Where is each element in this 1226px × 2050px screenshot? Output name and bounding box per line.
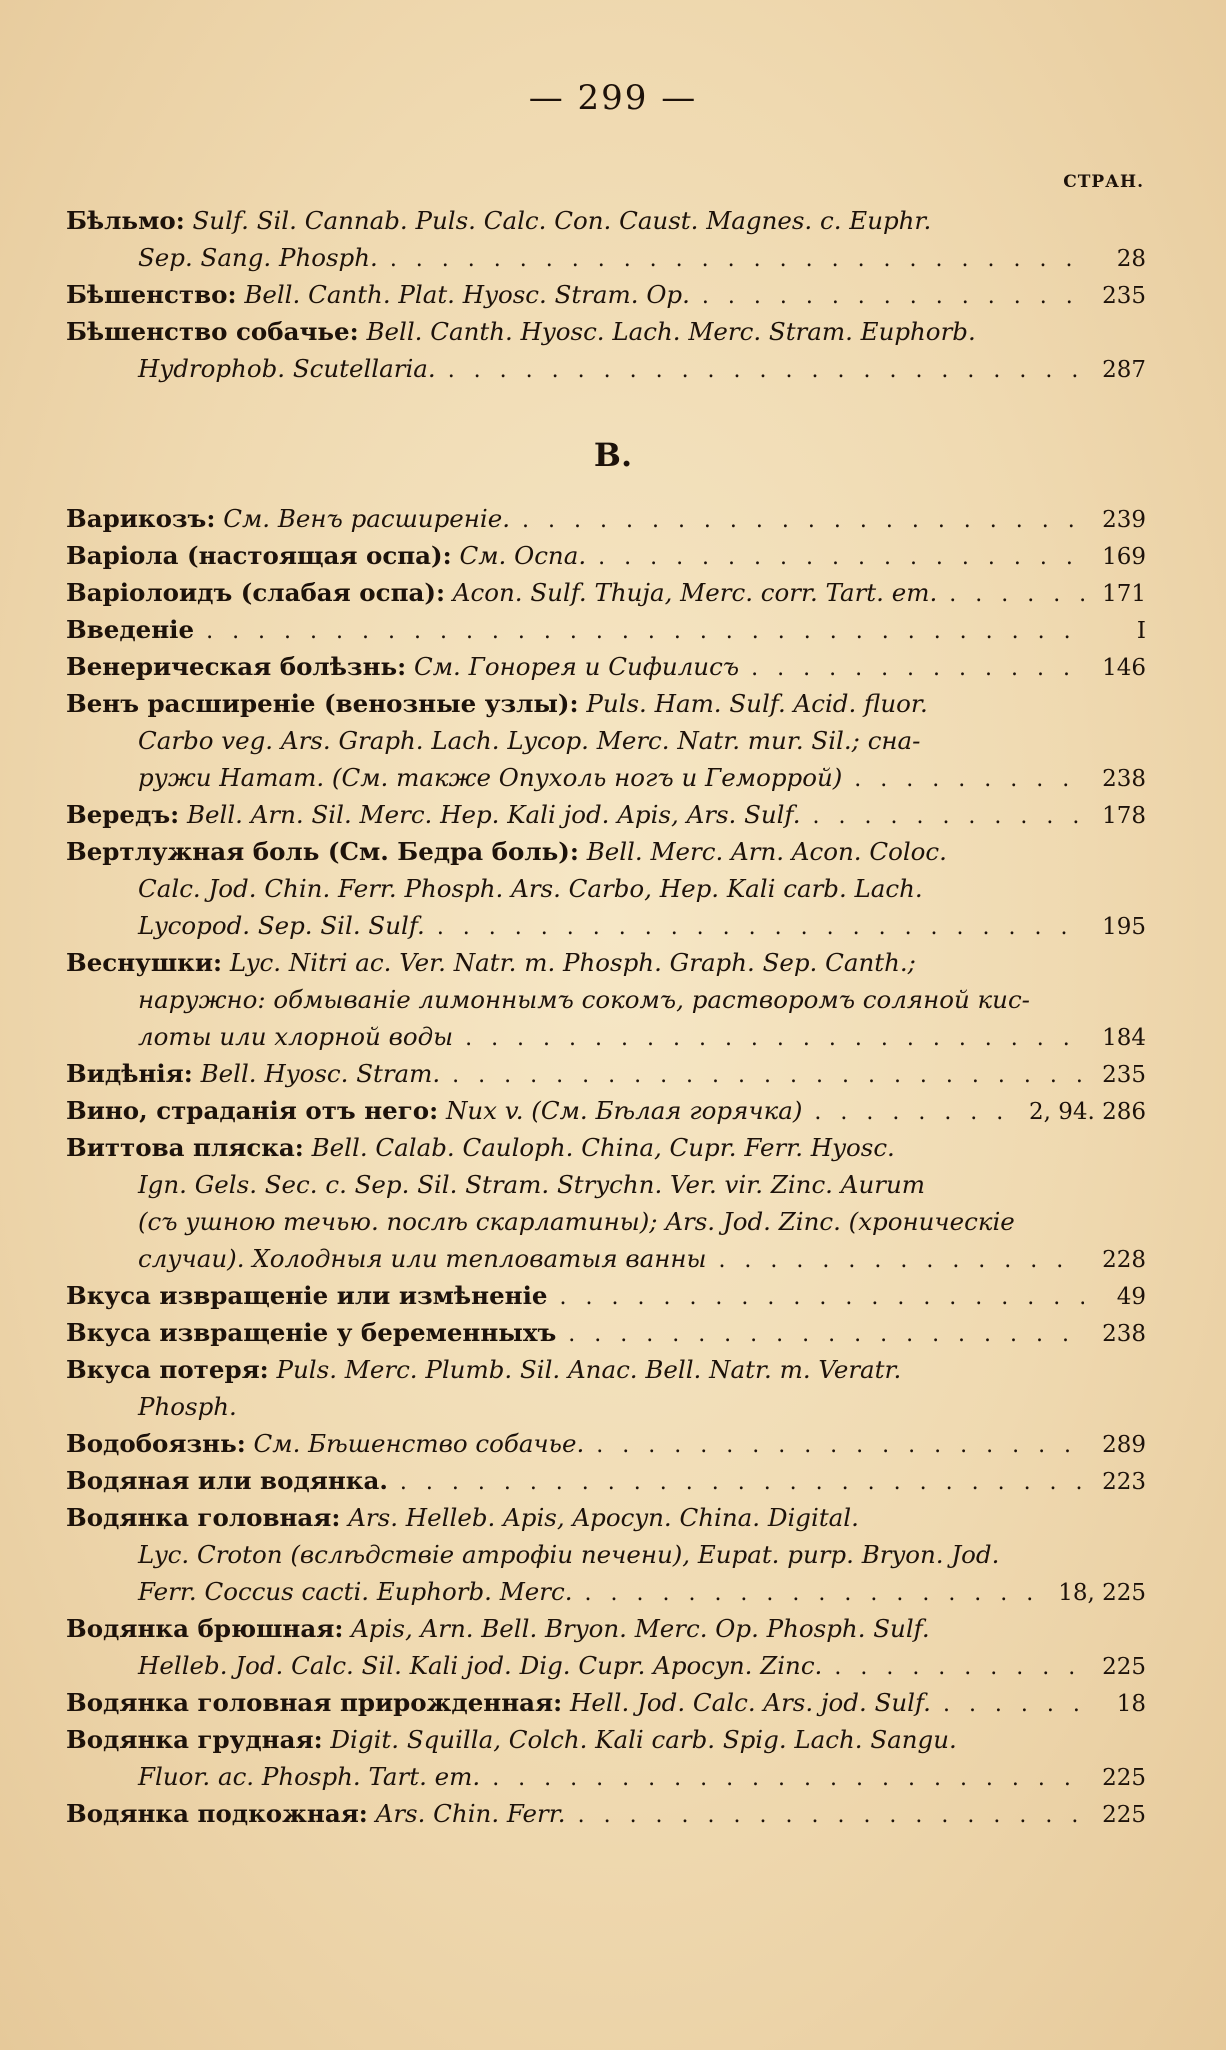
index-entry-heading: Варіолоидъ (слабая оспа): Acon. Sulf. Thuja, Merc. corr. Tart. em. (66, 578, 938, 607)
index-entry-line (66, 500, 1146, 537)
index-entry-page: 171 (1102, 581, 1146, 607)
index-entry-heading: Бѣшенство собачье: Bell. Canth. Hyosc. Lach. Merc. Stram. Euphorb. (66, 317, 976, 346)
index-entry (66, 944, 1146, 1055)
index-entry (66, 611, 1146, 648)
index-entry-heading: Водянка грудная: Digit. Squilla, Colch. Kali carb. Spig. Lach. Sangu. (66, 1725, 957, 1754)
index-entry (66, 1499, 1146, 1610)
index-entry-page: 178 (1102, 803, 1146, 829)
index-entry (66, 1795, 1146, 1832)
index-entry (66, 1055, 1146, 1092)
index-entry-line (66, 537, 1146, 574)
index-entry-text: Hydrophob. Scutellaria. (138, 354, 436, 383)
index-entry-page: 289 (1102, 1432, 1146, 1458)
index-entry-heading: Вертлужная боль (См. Бедра боль): Bell. Merc. Arn. Acon. Coloc. (66, 837, 947, 866)
index-entry-heading: Водянка подкожная: Ars. Chin. Ferr. (66, 1799, 566, 1828)
index-entry (66, 1425, 1146, 1462)
index-entry-heading: Бѣльмо: Sulf. Sil. Cannab. Puls. Calc. Con. Caust. Magnes. c. Euphr. (66, 206, 932, 235)
index-entry-line (66, 870, 1146, 907)
index-entry-text: Fluor. ac. Phosph. Tart. em. (138, 1762, 481, 1791)
leader-dots (560, 1279, 1084, 1316)
index-entry (66, 1351, 1146, 1425)
index-entry (66, 1721, 1146, 1795)
index-entry (66, 1092, 1146, 1129)
index-entry-heading: Введеніе (66, 615, 195, 644)
index-entry-heading: Водобоязнь: См. Бѣшенство собачье. (66, 1429, 585, 1458)
index-entry-text: Ign. Gels. Sec. c. Sep. Sil. Stram. Strychn. Ver. vir. Zinc. Aurum (138, 1170, 925, 1199)
index-entry-heading: Вкуса извращеніе или измѣненіе (66, 1281, 548, 1310)
index-entry-text: Lycopod. Sep. Sil. Sulf. (138, 911, 425, 940)
index-entry-text: Sep. Sang. Phosph. (138, 243, 378, 272)
index-entry-page: 235 (1102, 1062, 1146, 1088)
index-entry (66, 1314, 1146, 1351)
index-entry-heading: Венъ расширеніе (венозные узлы): Puls. Ham. Sulf. Acid. fluor. (66, 689, 928, 718)
index-entry-line (66, 1018, 1146, 1055)
leader-dots (943, 1686, 1084, 1723)
leader-dots (568, 1316, 1084, 1353)
index-entry-heading: Бѣшенство: Bell. Canth. Plat. Hyosc. Stram. Op. (66, 280, 690, 309)
index-entry-text: Carbo veg. Ars. Graph. Lach. Lycop. Merc. Natr. mur. Sil.; сна- (138, 726, 921, 755)
leader-dots (452, 1057, 1084, 1094)
index-entry-text: Calc. Jod. Chin. Ferr. Phosph. Ars. Carbo, Hep. Kali carb. Lach. (138, 874, 923, 903)
index-entry-heading: Водянка головная: Ars. Helleb. Apis, Apocyn. China. Digital. (66, 1503, 859, 1532)
index-entry-page: 238 (1102, 1321, 1146, 1347)
index-entry-page: 225 (1102, 1802, 1146, 1828)
index-entry-page: 195 (1102, 914, 1146, 940)
index-entry-page: 146 (1102, 655, 1146, 681)
index-entry-text: лоты или хлорной воды (138, 1022, 454, 1051)
index-entry-heading: Вино, страданія отъ него: Nux v. (См. Бѣлая горячка) (66, 1096, 803, 1125)
page-column-label: СТРАН. (1063, 172, 1144, 192)
index-entry-page: 223 (1102, 1469, 1146, 1495)
index-entry-text: ружи Hamam. (См. также Опухоль ногъ и Геморрой) (138, 763, 843, 792)
index-entry-line (66, 1203, 1146, 1240)
index-entry-page: 228 (1102, 1247, 1146, 1273)
index-entry-line (66, 981, 1146, 1018)
index-entry-text: Ferr. Coccus cacti. Euphorb. Merc. (138, 1577, 573, 1606)
index-entry-line (66, 1166, 1146, 1203)
index-entry-heading: Вкуса извращеніе у беременныхъ (66, 1318, 557, 1347)
leader-dots (718, 1242, 1084, 1279)
index-entry-heading: Венерическая болѣзнь: См. Гонорея и Сифилисъ (66, 652, 740, 681)
index-entry-line (66, 1610, 1146, 1647)
leader-dots (437, 909, 1084, 946)
index-entry-text: Lyc. Croton (вслѣдствіе атрофіи печени), Eupat. purp. Bryon. Jod. (138, 1540, 1000, 1569)
leader-dots (702, 278, 1084, 315)
leader-dots (390, 241, 1084, 278)
index-entry-line (66, 1129, 1146, 1166)
index-entry-line (66, 1277, 1146, 1314)
index-entry (66, 1610, 1146, 1684)
index-entry-heading: Водяная или водянка. (66, 1466, 388, 1495)
index-entry-page: 169 (1102, 544, 1146, 570)
index-entry-line (66, 796, 1146, 833)
index-entry-page: I (1136, 618, 1146, 644)
leader-dots (578, 1797, 1084, 1834)
index-entry-heading: Вередъ: Bell. Arn. Sil. Merc. Hep. Kali jod. Apis, Ars. Sulf. (66, 800, 801, 829)
index-entry (66, 500, 1146, 537)
index-entry-line (66, 1425, 1146, 1462)
index-block-main (66, 500, 1146, 1832)
index-entry (66, 833, 1146, 944)
index-entry-page: 49 (1116, 1284, 1146, 1310)
index-entry-line (66, 313, 1146, 350)
index-entry (66, 574, 1146, 611)
index-entry-line (66, 1684, 1146, 1721)
index-entry-text: Phosph. (138, 1392, 237, 1421)
index-entry-line (66, 1758, 1146, 1795)
index-entry (66, 1462, 1146, 1499)
index-entry-line (66, 1314, 1146, 1351)
index-entry (66, 537, 1146, 574)
leader-dots (834, 1649, 1084, 1686)
index-entry-text: (съ ушною течью. послѣ скарлатины); Ars. Jod. Zinc. (хроническіе (138, 1207, 1015, 1236)
leader-dots (949, 576, 1084, 613)
index-entry-line (66, 1499, 1146, 1536)
index-entry-heading: Видѣнія: Bell. Hyosc. Stram. (66, 1059, 441, 1088)
index-entry-line (66, 1092, 1146, 1129)
index-entry (66, 685, 1146, 796)
index-entry-page: 239 (1102, 507, 1146, 533)
index-entry-page: 2, 94. 286 (1028, 1099, 1146, 1125)
index-entry-page: 225 (1102, 1765, 1146, 1791)
index-entry-line (66, 1351, 1146, 1388)
index-entry-line (66, 907, 1146, 944)
leader-dots (522, 502, 1084, 539)
leader-dots (206, 613, 1084, 650)
index-entry-heading: Вкуса потеря: Puls. Merc. Plumb. Sil. Anac. Bell. Natr. m. Veratr. (66, 1355, 902, 1384)
leader-dots (492, 1760, 1084, 1797)
index-entry-heading: Варикозъ: См. Венъ расширеніе. (66, 504, 511, 533)
section-letter: В. (593, 436, 633, 474)
index-entry-line (66, 1462, 1146, 1499)
leader-dots (814, 1094, 1017, 1131)
index-entry-line (66, 833, 1146, 870)
index-entry-line (66, 1055, 1146, 1092)
index-entry-line (66, 1721, 1146, 1758)
page-number: — 299 — (528, 78, 698, 118)
index-entry-line (66, 722, 1146, 759)
index-entry-text: Helleb. Jod. Calc. Sil. Kali jod. Dig. Cupr. Apocyn. Zinc. (138, 1651, 823, 1680)
index-entry-line (66, 574, 1146, 611)
index-entry (66, 276, 1146, 313)
index-entry-line (66, 685, 1146, 722)
index-entry-line (66, 239, 1146, 276)
index-entry-heading: Водянка головная прирожденная: Hell. Jod. Calc. Ars. jod. Sulf. (66, 1688, 931, 1717)
leader-dots (854, 761, 1084, 798)
index-entry-heading: Водянка брюшная: Apis, Arn. Bell. Bryon. Merc. Op. Phosph. Sulf. (66, 1614, 930, 1643)
leader-dots (596, 1427, 1084, 1464)
index-entry-line (66, 350, 1146, 387)
index-entry-page: 18 (1116, 1691, 1146, 1717)
index-entry-line (66, 1795, 1146, 1832)
index-entry-line (66, 1647, 1146, 1684)
index-block-top (66, 202, 1146, 387)
index-entry (66, 202, 1146, 276)
leader-dots (813, 798, 1084, 835)
index-entry-page: 235 (1102, 283, 1146, 309)
index-entry-page: 18, 225 (1058, 1580, 1146, 1606)
index-entry-line (66, 611, 1146, 648)
index-entry-line (66, 276, 1146, 313)
index-entry-heading: Варіола (настоящая оспа): См. Оспа. (66, 541, 587, 570)
leader-dots (448, 352, 1084, 389)
index-entry (66, 1277, 1146, 1314)
index-entry-page: 238 (1102, 766, 1146, 792)
leader-dots (585, 1575, 1047, 1612)
index-entry-page: 287 (1102, 357, 1146, 383)
index-entry (66, 1129, 1146, 1277)
index-entry (66, 313, 1146, 387)
leader-dots (465, 1020, 1084, 1057)
leader-dots (400, 1464, 1084, 1501)
index-entry (66, 1684, 1146, 1721)
index-entry-text: случаи). Холодныя или тепловатыя ванны (138, 1244, 707, 1273)
index-entry-line (66, 1240, 1146, 1277)
index-entry-heading: Виттова пляска: Bell. Calab. Cauloph. China, Cupr. Ferr. Hyosc. (66, 1133, 895, 1162)
leader-dots (751, 650, 1084, 687)
index-entry-line (66, 648, 1146, 685)
index-entry-line (66, 759, 1146, 796)
index-entry-line (66, 202, 1146, 239)
index-entry-page: 28 (1116, 246, 1146, 272)
index-entry (66, 796, 1146, 833)
index-entry-heading: Веснушки: Lyc. Nitri ac. Ver. Natr. m. Phosph. Graph. Sep. Canth.; (66, 948, 916, 977)
index-entry-line (66, 944, 1146, 981)
index-entry-line (66, 1388, 1146, 1425)
index-entry-text: наружно: обмываніе лимоннымъ сокомъ, растворомъ соляной кис- (138, 985, 1030, 1014)
index-entry-line (66, 1573, 1146, 1610)
index-entry-line (66, 1536, 1146, 1573)
index-entry-page: 184 (1102, 1025, 1146, 1051)
index-entry (66, 648, 1146, 685)
index-entry-page: 225 (1102, 1654, 1146, 1680)
leader-dots (598, 539, 1084, 576)
